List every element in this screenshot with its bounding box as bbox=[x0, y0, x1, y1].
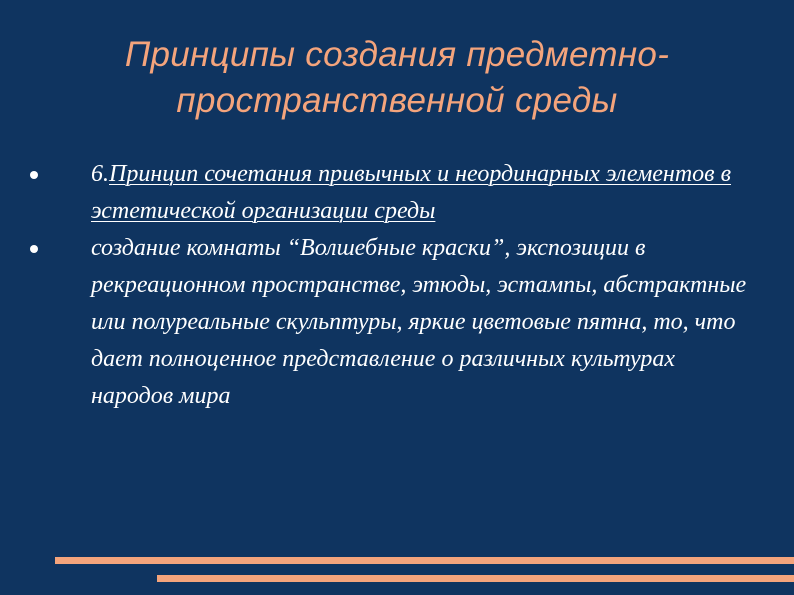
decorative-bar-bottom bbox=[157, 575, 794, 582]
bullet-list bbox=[30, 156, 760, 415]
bullet-item-2 bbox=[30, 230, 760, 415]
bullet-1-prefix: 6. bbox=[91, 161, 109, 187]
bullet-dot-icon bbox=[30, 245, 38, 253]
title-line-2: пространственной среды bbox=[176, 81, 618, 120]
slide-title bbox=[20, 32, 774, 124]
bullet-dot-icon bbox=[30, 171, 38, 179]
decorative-bar-top bbox=[55, 557, 794, 564]
bullet-1-text: Принцип сочетания привычных и неординарных элементов в эстетической организации среды bbox=[91, 161, 732, 224]
bullet-2-text: создание комнаты “Волшебные краски”, экспозиции в рекреационном пространстве, этюды, эстампы, абстрактные или полуреальные скульптуры, яркие цветовые пятна, то, что дает полноценное представление о различных культурах народов мира bbox=[91, 235, 747, 409]
bullet-item-1 bbox=[30, 156, 760, 230]
title-line-1: Принципы создания предметно- bbox=[124, 35, 670, 74]
